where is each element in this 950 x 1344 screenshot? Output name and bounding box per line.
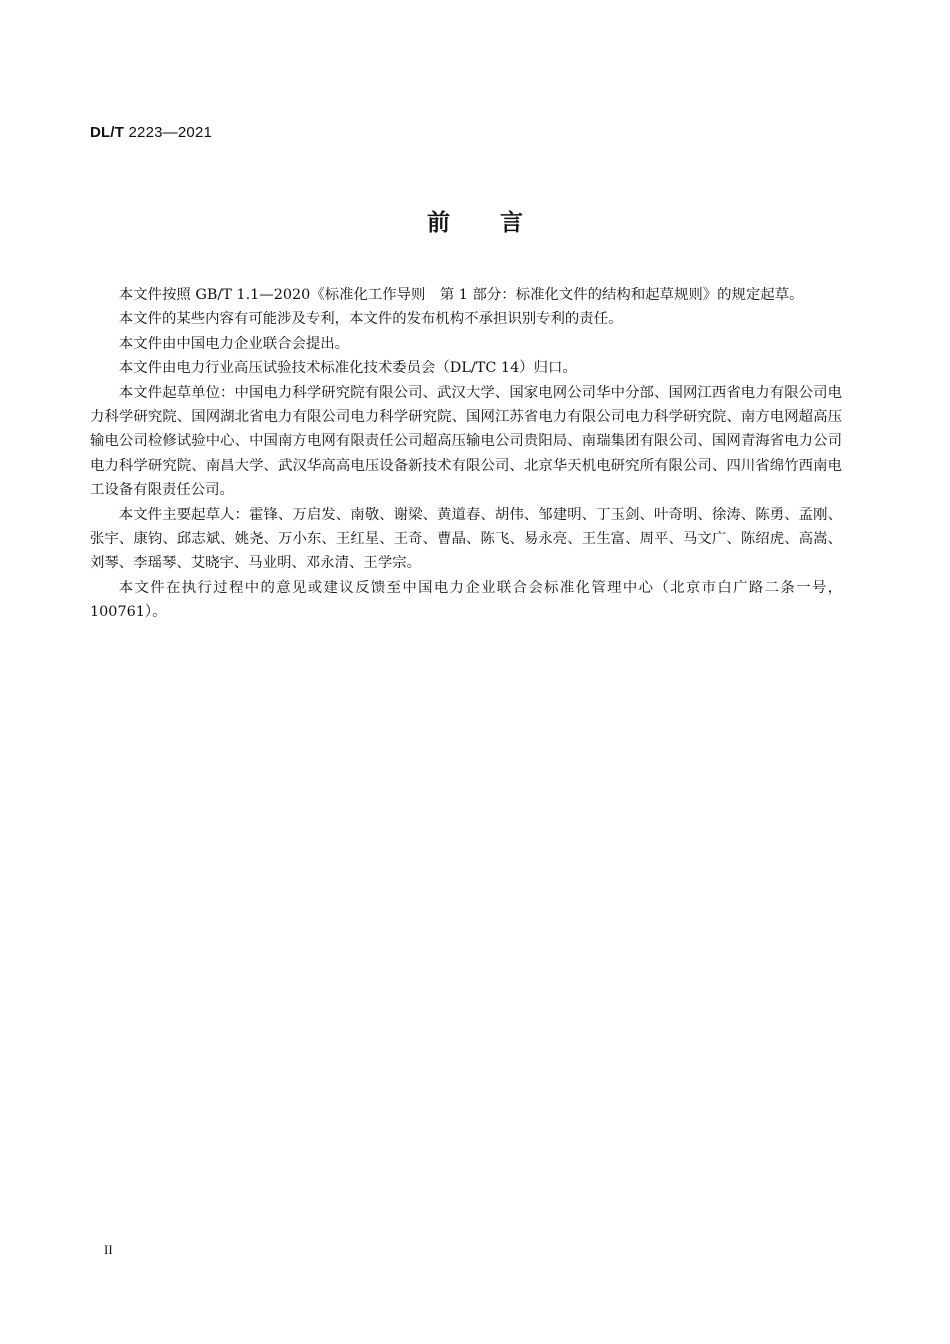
paragraph-patent-notice: 本文件的某些内容有可能涉及专利，本文件的发布机构不承担识别专利的责任。 — [118, 311, 623, 328]
paragraph-proposer: 本文件由中国电力企业联合会提出。 — [118, 335, 350, 352]
paragraph-drafting-basis: 本文件按照 GB/T 1.1—2020《标准化工作导则 第 1 部分：标准化文件的结构和起草规则》的规定起草。 — [118, 287, 804, 303]
paragraph-drafters: 本文件主要起草人：霍锋、万启发、南敬、谢梁、黄道春、胡伟、邹建明、丁玉剑、叶奇明、徐涛、陈勇、孟刚、张宇、康钧、邱志斌、姚尧、万小东、王红星、王奇、曹晶、陈飞、易永亮、王生富、周平、马文广、陈绍虎、高嵩、刘琴、李瑶琴、艾晓宇、马业明、邓永清、王学宗。 — [90, 506, 842, 572]
foreword-body — [90, 283, 842, 625]
document-code-number: 2223—2021 — [128, 124, 213, 141]
heading-char-2: 言 — [500, 210, 523, 236]
paragraph-committee: 本文件由电力行业高压试验技术标准化技术委员会（DL/TC 14）归口。 — [118, 360, 577, 377]
paragraph-drafting-units: 本文件起草单位：中国电力科学研究院有限公司、武汉大学、国家电网公司华中分部、国网江西省电力有限公司电力科学研究院、国网湖北省电力有限公司电力科学研究院、国网江苏省电力有限公司电力科学研究院、南方电网超高压输电公司检修试验中心、中国南方电网有限责任公司超高压输电公司贵阳局、南瑞集团有限公司、国网青海省电力公司电力科学研究院、南昌大学、武汉华高高电压设备新技术有限公司、北京华天机电研究所有限公司、四川省绵竹西南电工设备有限责任公司。 — [90, 384, 842, 499]
paragraph-feedback: 本文件在执行过程中的意见或建议反馈至中国电力企业联合会标准化管理中心（北京市白广路二条一号，100761）。 — [90, 579, 842, 621]
heading-char-1: 前 — [427, 210, 450, 236]
document-code-prefix: DL/T — [90, 124, 125, 141]
page-number: II — [104, 1242, 113, 1257]
section-heading — [0, 204, 950, 237]
document-code — [90, 124, 212, 141]
